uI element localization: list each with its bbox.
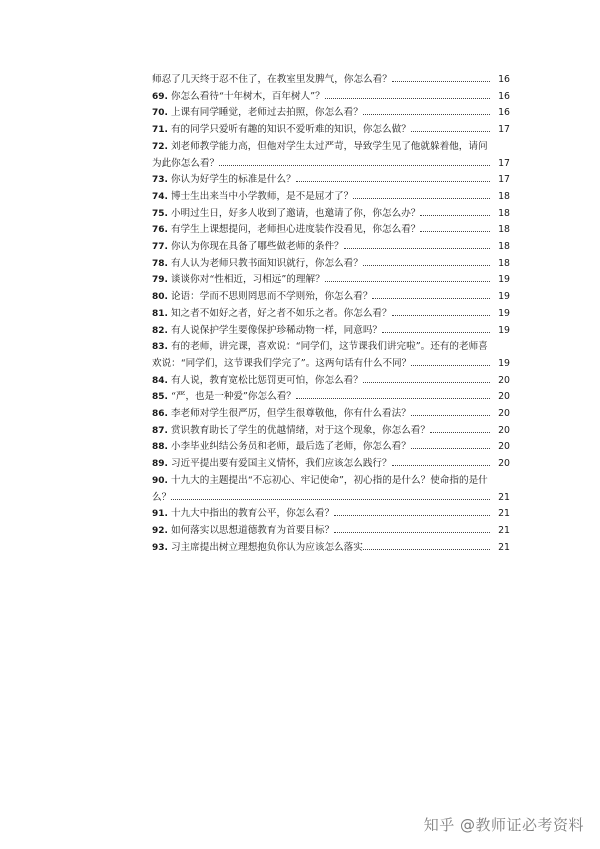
toc-entry-number: 69.: [152, 91, 168, 102]
toc-entry-number: 78.: [152, 258, 168, 269]
toc-entry-number: 70.: [152, 108, 168, 119]
toc-entry[interactable]: [152, 289, 510, 306]
toc-entry-title: 有人认为老师只教书面知识就行，你怎么看？: [170, 257, 363, 269]
toc-entry-page: 20: [498, 408, 510, 420]
toc-entry-number: 82.: [152, 325, 168, 336]
toc-entry[interactable]: [152, 122, 510, 139]
toc-entry-title: 谈谈你对“性相近，习相远”的理解？: [170, 274, 325, 286]
toc-entry-title: 师忍了几天终于忍不住了，在教室里发脾气，你怎么看？: [152, 74, 392, 85]
toc-entry[interactable]: [152, 540, 510, 557]
toc-entry-title: 刘老师教学能力高，但他对学生太过严苛，导致学生见了他就躲着他，请问为此你怎么看？: [152, 140, 488, 169]
toc-entry-title: “严，也是一种爱”你怎么看？: [170, 391, 296, 403]
toc-entry-page: 16: [498, 74, 510, 85]
toc-entry[interactable]: [152, 373, 510, 390]
toc-entry-title: 上课有同学睡觉，老师过去拍照，你怎么看？: [170, 107, 363, 119]
toc-entry[interactable]: [152, 339, 510, 372]
dot-leader: [363, 265, 490, 266]
toc-entry-page: 19: [498, 307, 510, 319]
toc-entry-page: 21: [498, 491, 510, 503]
toc-entry[interactable]: [152, 389, 510, 406]
toc-entry-title: 有人说保护学生要像保护珍稀动物一样，同意吗？: [170, 324, 383, 336]
dot-leader: [363, 114, 490, 115]
dot-leader: [325, 281, 490, 282]
toc-entry-number: 80.: [152, 292, 168, 303]
toc-entry-number: 87.: [152, 425, 168, 436]
toc-entry-page: 18: [498, 224, 510, 236]
toc-entry[interactable]: [152, 439, 510, 456]
dot-leader: [171, 499, 490, 500]
toc-entry[interactable]: [152, 189, 510, 206]
toc-entry-page: 19: [498, 274, 510, 286]
dot-leader: [344, 248, 490, 249]
toc-entry-title: 论语：学而不思则罔思而不学则殆，你怎么看？: [170, 291, 373, 303]
dot-leader: [353, 198, 490, 199]
toc-entry-number: 93.: [152, 542, 168, 553]
toc-entry-number: 90.: [152, 475, 168, 486]
toc-entry-title: 十九大中指出的教育公平，你怎么看？: [170, 508, 335, 520]
toc-entry[interactable]: [152, 206, 510, 223]
toc-entry-title: 习近平提出要有爱国主义情怀，我们应该怎么践行？: [170, 458, 392, 470]
dot-leader: [420, 231, 490, 232]
toc-entry[interactable]: [152, 89, 510, 106]
toc-entry-page: 21: [498, 524, 510, 536]
toc-entry-number: 73.: [152, 175, 168, 186]
toc-entry-title: 赏识教育助长了学生的优越情绪，对于这个现象，你怎么看？: [170, 424, 430, 436]
toc-entry-number: 81.: [152, 308, 168, 319]
toc-entry-number: 92.: [152, 525, 168, 536]
toc-entry[interactable]: [152, 239, 510, 256]
toc-entry[interactable]: [152, 222, 510, 239]
toc-entry-number: 84.: [152, 375, 168, 386]
dot-leader: [411, 415, 490, 416]
dot-leader: [325, 98, 490, 99]
dot-leader: [363, 382, 490, 383]
toc-entry-title: 如何落实以思想道德教育为首要目标？: [170, 524, 335, 536]
toc-entry[interactable]: [152, 172, 510, 189]
dot-leader: [334, 532, 490, 533]
toc-entry[interactable]: [152, 456, 510, 473]
toc-entry-number: 77.: [152, 242, 168, 253]
dot-leader: [372, 298, 490, 299]
toc-entry-page: 19: [498, 357, 510, 369]
toc-entry-number: 75.: [152, 208, 168, 219]
toc-entry-title: 小明过生日，好多人收到了邀请，也邀请了你，你怎么办？: [170, 207, 421, 219]
toc-entry[interactable]: [152, 523, 510, 540]
toc-entry[interactable]: [152, 306, 510, 323]
toc-entry-title: 小李毕业纠结公务员和老师，最后选了老师，你怎么看？: [170, 441, 411, 453]
toc-entry-number: 91.: [152, 509, 168, 520]
toc-entry-number: 88.: [152, 442, 168, 453]
toc-entry-title: 知之者不如好之者，好之者不如乐之者。你怎么看？: [170, 307, 392, 319]
toc-entry-title: 有的同学只爱听有趣的知识不爱听难的知识，你怎么做？: [170, 124, 411, 136]
toc-entry-page: 18: [498, 207, 510, 219]
toc-entry-title: 你认为好学生的标准是什么？: [170, 174, 296, 186]
toc-entry-number: 79.: [152, 275, 168, 286]
toc-entry-page: 16: [498, 107, 510, 119]
dot-leader: [392, 465, 490, 466]
toc-entry-page: 16: [498, 90, 510, 102]
toc-entry-page: 17: [498, 174, 510, 186]
toc-entry[interactable]: [152, 256, 510, 273]
toc-entry-page: 20: [498, 391, 510, 403]
dot-leader: [334, 515, 490, 516]
toc-entry-page: 21: [498, 541, 510, 553]
toc-entry-page: 18: [498, 257, 510, 269]
toc-entry-title: 你怎么看待“十年树木，百年树人”？: [170, 90, 325, 102]
toc-entry-number: 71.: [152, 125, 168, 136]
toc-entry-title: 十九大的主题提出“不忘初心、牢记使命”，初心指的是什么？使命指的是什么？: [152, 474, 488, 503]
table-of-contents: [152, 72, 510, 556]
toc-entry[interactable]: [152, 506, 510, 523]
watermark-text: 知乎 @教师证必考资料: [423, 816, 584, 834]
dot-leader: [392, 315, 490, 316]
toc-entry-number: 85.: [152, 392, 168, 403]
toc-entry-page: 20: [498, 424, 510, 436]
dot-leader: [219, 165, 490, 166]
toc-entry-title: 习主席提出树立理想抱负你认为应该怎么落实: [170, 541, 363, 553]
toc-entry-title: 你认为你现在具备了哪些做老师的条件？: [170, 241, 344, 253]
dot-leader: [411, 365, 490, 366]
dot-leader: [420, 215, 490, 216]
toc-entry-number: 74.: [152, 191, 168, 202]
toc-entry-page: 17: [498, 124, 510, 136]
toc-entry[interactable]: [152, 139, 510, 172]
toc-entry[interactable]: [152, 406, 510, 423]
toc-entry-page: 20: [498, 441, 510, 453]
dot-leader: [382, 332, 490, 333]
toc-entry-title: 博士生出来当中小学教师，是不是屈才了？: [170, 190, 354, 202]
toc-entry-title: 有学生上课想提问，老师担心进度装作没看见，你怎么看？: [170, 224, 421, 236]
toc-entry[interactable]: [152, 323, 510, 340]
toc-entry-page: 21: [498, 508, 510, 520]
toc-entry-number: 83.: [152, 342, 168, 353]
dot-leader: [363, 549, 490, 550]
dot-leader: [392, 81, 490, 82]
toc-entry-number: 89.: [152, 459, 168, 470]
toc-entry-title: 有人说，教育宽松比惩罚更可怕，你怎么看？: [170, 374, 363, 386]
toc-entry-page: 17: [498, 157, 510, 169]
toc-entry-number: 76.: [152, 225, 168, 236]
toc-entry-page: 18: [498, 241, 510, 253]
toc-entry[interactable]: [152, 72, 510, 89]
toc-entry-page: 18: [498, 190, 510, 202]
toc-entry[interactable]: [152, 423, 510, 440]
dot-leader: [411, 131, 490, 132]
toc-entry-number: 86.: [152, 409, 168, 420]
dot-leader: [411, 448, 490, 449]
toc-entry[interactable]: [152, 272, 510, 289]
toc-entry-page: 19: [498, 324, 510, 336]
toc-entry-page: 20: [498, 374, 510, 386]
toc-entry[interactable]: [152, 105, 510, 122]
toc-entry-title: 李老师对学生很严厉，但学生很尊敬他，你有什么看法？: [170, 408, 411, 420]
dot-leader: [296, 398, 490, 399]
toc-entry-title: 有的老师，讲完课，喜欢说：“同学们，这节课我们讲完啦”。还有的老师喜欢说：“同学们，这节课我们学完了”。这两句话有什么不同？: [152, 341, 488, 369]
toc-entry-page: 20: [498, 458, 510, 470]
toc-entry-number: 72.: [152, 141, 168, 152]
dot-leader: [296, 181, 490, 182]
toc-entry-page: 19: [498, 291, 510, 303]
dot-leader: [430, 432, 490, 433]
toc-entry[interactable]: [152, 473, 510, 506]
watermark: [424, 814, 584, 835]
